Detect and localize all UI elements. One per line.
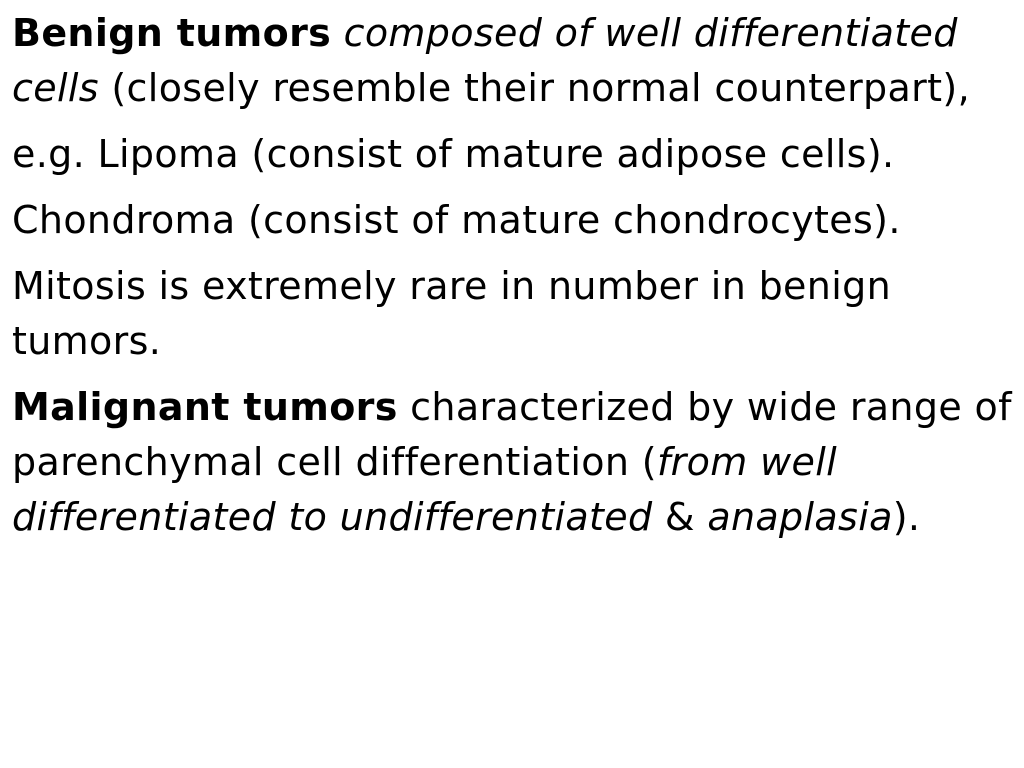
ampersand: &: [664, 495, 695, 539]
malignant-text: characterized by wide range of parenchymal cell differentiation (: [12, 385, 1012, 484]
malignant-end: ).: [892, 495, 921, 539]
lipoma-paragraph: [12, 127, 1014, 182]
malignant-italic-range: from well differentiated to undifferentiated: [12, 440, 838, 539]
chondroma-paragraph: [12, 193, 1014, 248]
mitosis-text: Mitosis is extremely rare in number in benign tumors.: [12, 264, 892, 363]
malignant-heading: Malignant tumors: [12, 385, 398, 429]
benign-italic-text: composed of well differentiated cells: [12, 11, 958, 110]
mitosis-paragraph: [12, 259, 1014, 369]
benign-paragraph: [12, 6, 1014, 116]
lipoma-text: e.g. Lipoma (consist of mature adipose cells).: [12, 132, 895, 176]
anaplasia-italic: anaplasia: [707, 495, 893, 539]
chondroma-text: Chondroma (consist of mature chondrocytes).: [12, 198, 901, 242]
malignant-paragraph: [12, 380, 1014, 545]
benign-text: (closely resemble their normal counterpart),: [111, 66, 970, 110]
benign-heading: Benign tumors: [12, 11, 332, 55]
